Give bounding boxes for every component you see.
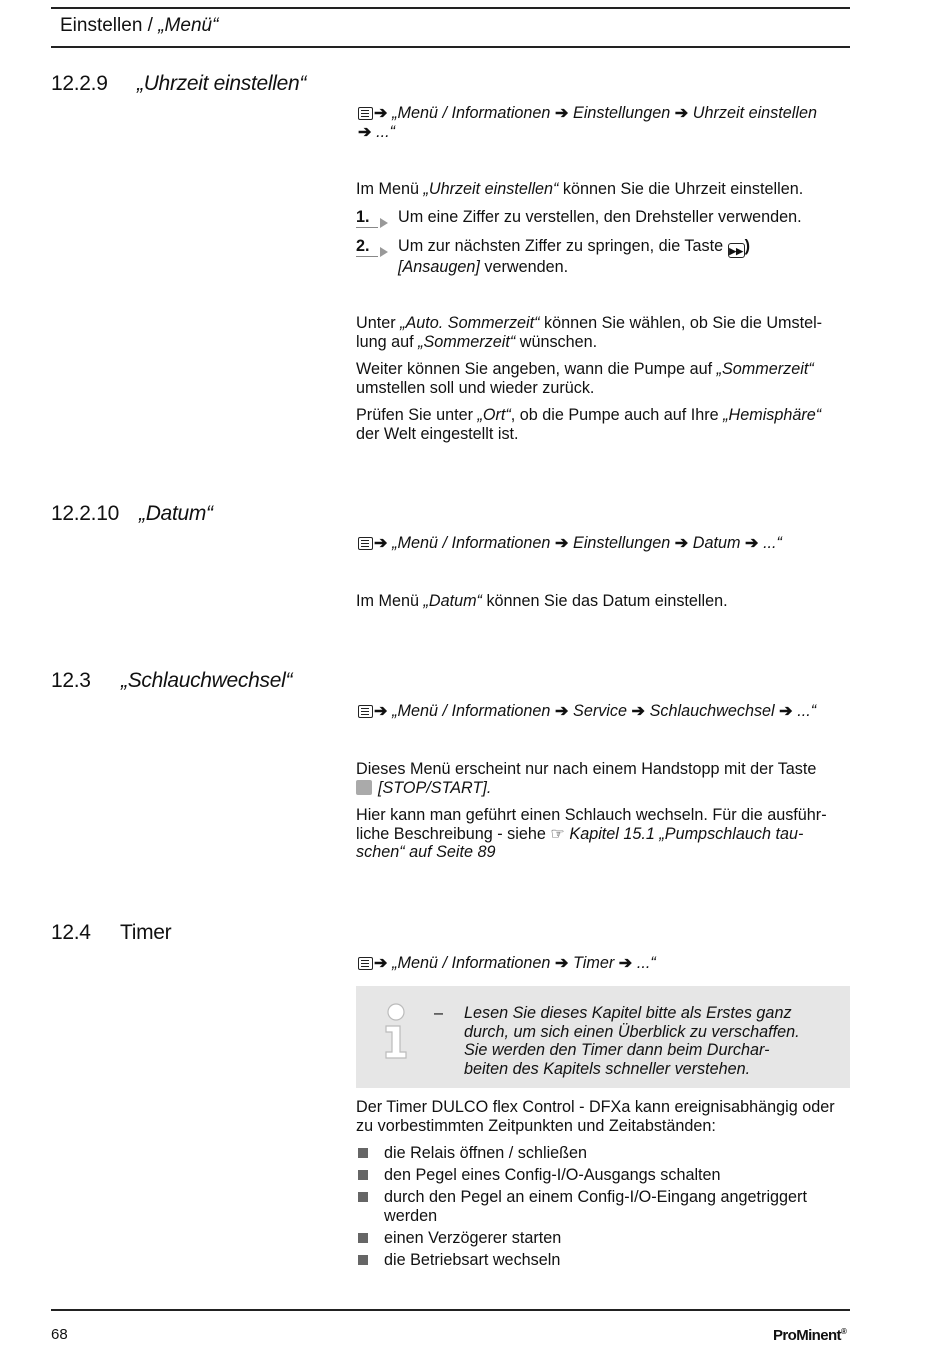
text-italic: „Datum“ <box>423 592 482 610</box>
paren-glyph: ) <box>744 237 750 255</box>
datum-intro <box>356 592 728 611</box>
section-heading-12-2-9 <box>51 72 451 98</box>
paragraph-schlauch <box>356 806 850 862</box>
menu-icon <box>358 705 373 718</box>
text: können Sie wählen, ob Sie die Umstel- <box>539 314 823 332</box>
section-title: „Uhrzeit einstellen“ <box>137 72 307 95</box>
top-rule <box>51 7 850 9</box>
path-part: Uhrzeit einstellen <box>692 104 817 122</box>
section-number: 12.2.10 <box>51 502 119 525</box>
path-part: Einstellungen <box>573 104 671 122</box>
text-italic: „Ort“ <box>477 406 511 424</box>
paragraph-hemisphaere <box>356 406 850 443</box>
arrow-icon: ➔ <box>554 702 569 720</box>
info-line: Lesen Sie dieses Kapitel bitte als Erstes ganz <box>464 1004 792 1022</box>
text: umstellen soll und wieder zurück. <box>356 378 595 397</box>
footer-rule <box>51 1309 850 1311</box>
step-underline <box>356 227 378 228</box>
text: Der Timer DULCO flex Control - DFXa kann ereignisabhängig oder <box>356 1098 835 1116</box>
text: Prüfen Sie unter <box>356 406 478 424</box>
menu-path-schlauchwechsel <box>358 702 853 721</box>
chapter-link[interactable]: Kapitel 15.1 „Pumpschlauch tau- <box>569 824 804 843</box>
text-italic: „Hemisphäre“ <box>723 406 822 424</box>
path-part: ...“ <box>376 122 395 141</box>
bullet-square-icon <box>358 1233 368 1243</box>
text: Unter <box>356 314 401 332</box>
info-dash: – <box>434 1004 444 1022</box>
path-part: Einstellungen <box>573 534 671 552</box>
path-part: „Menü / Informationen <box>392 702 551 720</box>
step-number: 1. <box>356 208 370 226</box>
step-number: 2. <box>356 237 370 255</box>
chapter-link[interactable]: schen“ auf Seite 89 <box>356 843 496 862</box>
header-rule <box>51 46 850 48</box>
info-line: durch, um sich einen Überblick zu verschaffen. <box>464 1022 800 1041</box>
info-box <box>356 986 850 1088</box>
path-part: „Menü / Informationen <box>392 104 551 122</box>
paragraph-timer <box>356 1098 850 1135</box>
menu-icon <box>358 107 373 120</box>
section-number: 12.4 <box>51 921 91 944</box>
step-text: Um eine Ziffer zu verstellen, den Drehsteller verwenden. <box>398 208 802 226</box>
fast-forward-key-icon: ▶▶ <box>728 243 745 258</box>
step-2 <box>356 237 850 279</box>
section-number: 12.2.9 <box>51 72 108 95</box>
text: können Sie das Datum einstellen. <box>481 592 728 610</box>
arrow-icon: ➔ <box>618 954 633 972</box>
arrow-icon: ➔ <box>358 122 372 141</box>
path-part: „Menü / Informationen <box>392 534 551 552</box>
arrow-icon: ➔ <box>744 534 759 552</box>
list-text: den Pegel eines Config-I/O-Ausgangs schalten <box>384 1166 721 1184</box>
text: , ob die Pumpe auch auf Ihre <box>510 406 724 424</box>
menu-path-timer <box>358 954 853 973</box>
step-arrow-icon <box>380 218 388 228</box>
path-part: „Menü / Informationen <box>392 954 551 972</box>
text: verwenden. <box>479 258 569 276</box>
path-part: ...“ <box>797 702 817 720</box>
text: zu vorbestimmten Zeitpunkten und Zeitabständen: <box>356 1116 716 1135</box>
arrow-icon: ➔ <box>554 954 569 972</box>
step-underline <box>356 256 378 257</box>
text-italic: „Sommerzeit“ <box>716 360 814 378</box>
header-title-menu: „Menü“ <box>158 15 219 36</box>
link-hand-icon: ☞ <box>550 824 565 843</box>
arrow-icon: ➔ <box>374 104 388 122</box>
list-text: die Betriebsart wechseln <box>384 1251 561 1269</box>
text: lung auf <box>356 332 419 351</box>
page-number: 68 <box>51 1326 68 1343</box>
menu-icon <box>358 537 373 550</box>
section-title: Timer <box>120 921 172 944</box>
key-name: [STOP/START]. <box>378 778 492 797</box>
bullet-square-icon <box>358 1148 368 1158</box>
step-arrow-icon <box>380 247 388 257</box>
path-part: ...“ <box>763 534 782 552</box>
paragraph-handstopp <box>356 760 850 797</box>
page-header <box>60 15 218 37</box>
bullet-square-icon <box>358 1255 368 1265</box>
list-text: durch den Pegel an einem Config-I/O-Eingang angetriggert werden <box>384 1188 807 1225</box>
path-part: Schlauchwechsel <box>649 702 775 720</box>
header-title-prefix: Einstellen / <box>60 15 159 36</box>
arrow-icon: ➔ <box>674 534 689 552</box>
info-text <box>464 1004 844 1078</box>
bullet-square-icon <box>358 1170 368 1180</box>
text: liche Beschreibung - siehe <box>356 824 551 843</box>
key-name: [Ansaugen] <box>398 258 480 276</box>
section-heading-12-2-10 <box>51 502 451 528</box>
text-italic: „Uhrzeit einstellen“ <box>423 180 559 198</box>
text: Dieses Menü erscheint nur nach einem Handstopp mit der Taste <box>356 760 817 778</box>
arrow-icon: ➔ <box>374 534 388 552</box>
section-title: „Schlauchwechsel“ <box>121 669 293 692</box>
arrow-icon: ➔ <box>674 104 689 122</box>
path-part: Service <box>573 702 627 720</box>
brand-logo <box>773 1327 846 1344</box>
arrow-icon: ➔ <box>374 702 388 720</box>
list-text: die Relais öffnen / schließen <box>384 1144 588 1162</box>
info-line: Sie werden den Timer dann beim Durchar- <box>464 1041 770 1060</box>
text: Weiter können Sie angeben, wann die Pumpe auf <box>356 360 717 378</box>
text-italic: „Sommerzeit“ <box>418 332 516 351</box>
menu-icon <box>358 957 373 970</box>
text: Im Menü <box>356 592 424 610</box>
info-line: beiten des Kapitels schneller verstehen. <box>464 1059 751 1078</box>
section-heading-12-4 <box>51 921 451 947</box>
text-italic: „Auto. Sommerzeit“ <box>400 314 540 332</box>
stop-start-key-icon <box>356 780 372 795</box>
arrow-icon: ➔ <box>374 954 388 972</box>
logo-text: ProMinent <box>773 1327 841 1344</box>
text: der Welt eingestellt ist. <box>356 424 519 443</box>
arrow-icon: ➔ <box>631 702 646 720</box>
uhrzeit-intro <box>356 180 803 199</box>
menu-path-datum <box>358 534 853 553</box>
text: Um zur nächsten Ziffer zu springen, die Taste <box>398 237 724 255</box>
text: können Sie die Uhrzeit einstellen. <box>558 180 804 198</box>
arrow-icon: ➔ <box>554 104 569 122</box>
list-text: einen Verzögerer starten <box>384 1229 562 1247</box>
arrow-icon: ➔ <box>779 702 793 720</box>
section-title: „Datum“ <box>139 502 213 525</box>
step-1 <box>356 208 850 230</box>
section-heading-12-3 <box>51 669 451 695</box>
step-text <box>398 237 750 277</box>
logo-registered: ® <box>840 1327 847 1336</box>
paragraph-sommerzeit <box>356 314 850 351</box>
section-number: 12.3 <box>51 669 91 692</box>
arrow-icon: ➔ <box>554 534 569 552</box>
info-icon <box>380 1002 414 1060</box>
text: Hier kann man geführt einen Schlauch wechseln. Für die ausführ- <box>356 806 827 824</box>
path-part: Timer <box>573 954 615 972</box>
text: wünschen. <box>515 332 598 351</box>
bullet-square-icon <box>358 1192 368 1202</box>
text: Im Menü <box>356 180 424 198</box>
path-part: ...“ <box>636 954 656 972</box>
menu-path-uhrzeit <box>358 104 853 141</box>
path-part: Datum <box>692 534 741 552</box>
paragraph-umstellen <box>356 360 850 397</box>
